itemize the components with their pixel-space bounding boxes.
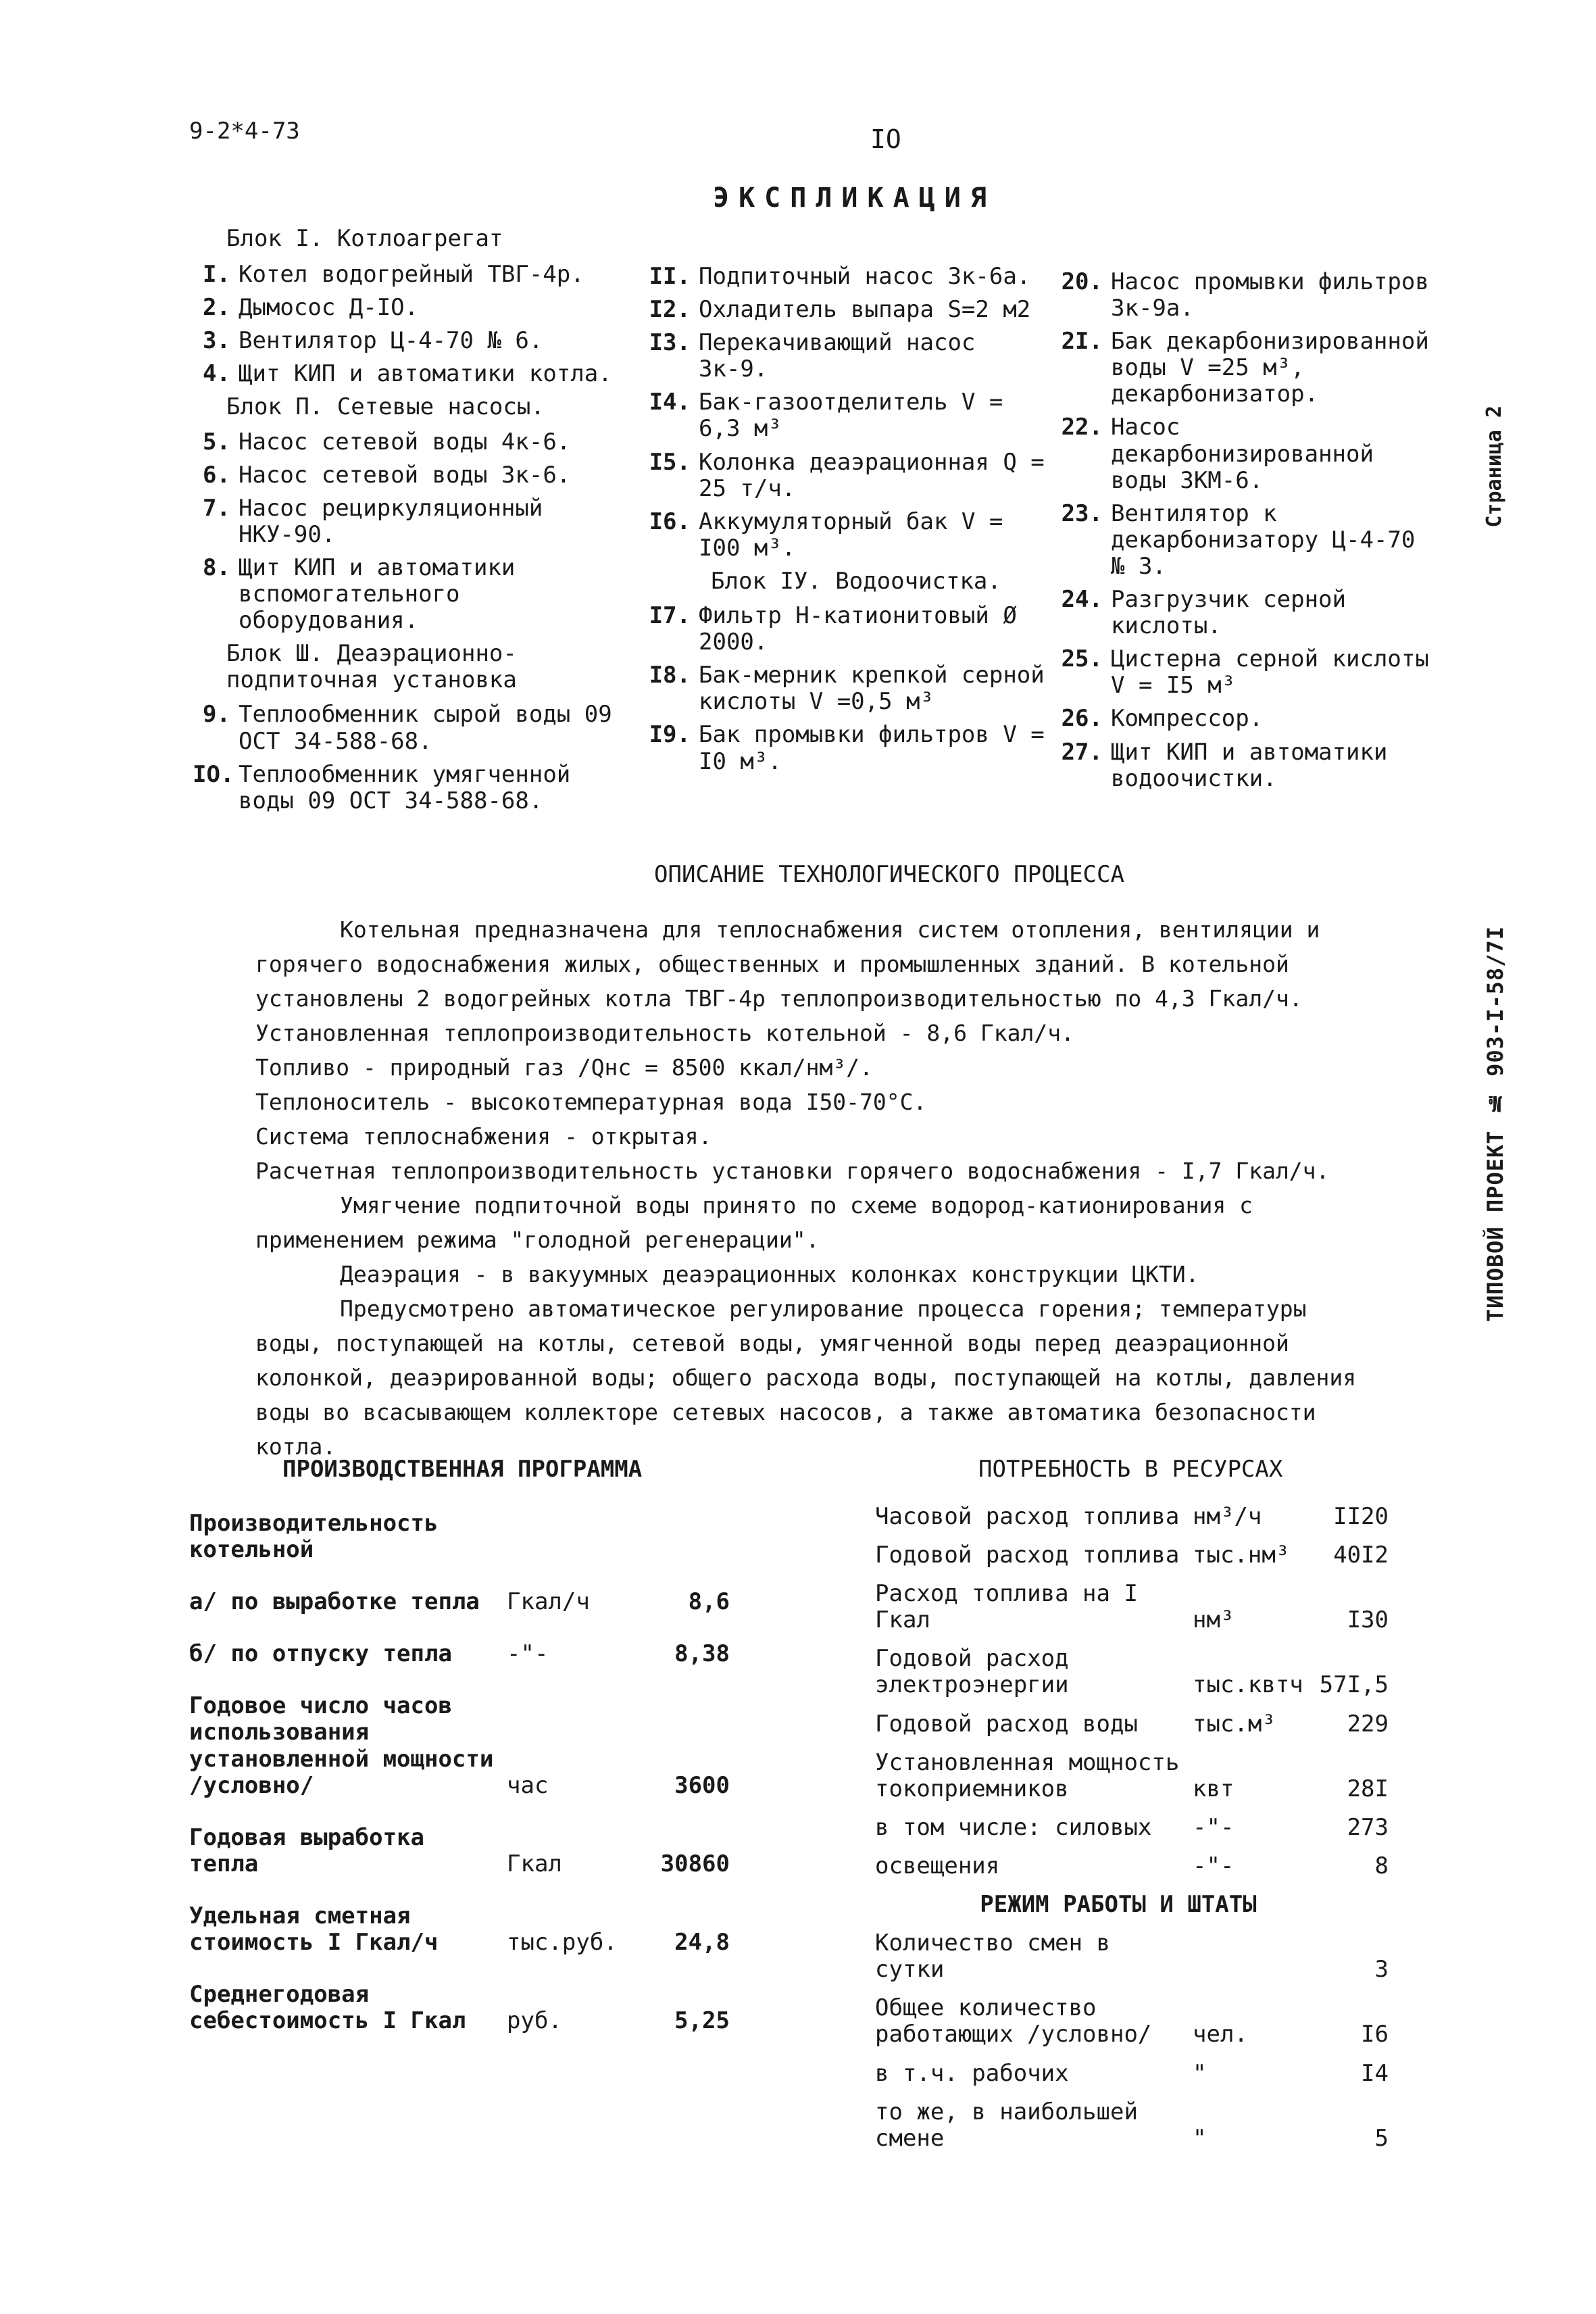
- table-row: [875, 1504, 1389, 1530]
- table-row: [189, 1981, 743, 2034]
- mode-title: РЕЖИМ РАБОТЫ И ШТАТЫ: [980, 1891, 1257, 1919]
- item-text: Насос промывки фильтров 3к-9а.: [1111, 268, 1429, 322]
- row-label: а/ по выработке тепла: [189, 1588, 480, 1616]
- description-paragraph: Котельная предназначена для теплоснабжения систем отопления, вентиляции и горячего водоснабжения жилых, общественных и промышленных зданий. В котельной установлены 2 водогрейных котла ТВГ-4р теплопроизводительностью по 4,3 Гкал/ч.: [255, 916, 1320, 1012]
- row-value: 229: [1347, 1710, 1389, 1738]
- resources-table: [875, 1504, 1389, 2164]
- row-label: Расход топлива на I Гкал: [875, 1580, 1138, 1634]
- list-item: [649, 509, 1047, 562]
- item-text: Цистерна серной кислоты V = I5 м³: [1111, 645, 1429, 699]
- item-text: Щит КИП и автоматики водоочистки.: [1111, 738, 1388, 792]
- row-value: 3: [1374, 1956, 1389, 1984]
- block-heading: Блок IУ. Водоочистка.: [711, 567, 1001, 595]
- row-value: I4: [1361, 2059, 1389, 2087]
- item-number: 20.: [1061, 268, 1103, 295]
- item-number: I5.: [649, 448, 691, 476]
- table-row: [875, 1646, 1389, 1698]
- item-text: Щит КИП и автоматики котла.: [239, 360, 612, 388]
- item-number: I6.: [649, 508, 691, 535]
- item-text: Охладитель выпара S=2 м2: [699, 296, 1031, 324]
- list-item: [193, 555, 625, 634]
- item-number: 27.: [1061, 738, 1103, 766]
- list-item: [649, 330, 1047, 383]
- row-label: Среднегодовая себестоимость I Гкал: [189, 1981, 466, 2035]
- row-label: в т.ч. рабочих: [875, 2059, 1069, 2087]
- explication-title: ЭКСПЛИКАЦИЯ: [713, 182, 996, 214]
- row-label: Часовой расход топлива: [875, 1503, 1180, 1530]
- resources-title: ПОТРЕБНОСТЬ В РЕСУРСАХ: [978, 1456, 1283, 1483]
- page-number: IO: [870, 124, 901, 154]
- item-number: 4.: [203, 360, 230, 388]
- row-unit: час: [507, 1771, 549, 1799]
- row-label: в том числе: силовых: [875, 1813, 1152, 1841]
- list-item: [1061, 414, 1439, 493]
- item-text: Насос сетевой воды 4к-6.: [239, 428, 571, 456]
- item-text: Вентилятор Ц-4-70 № 6.: [239, 327, 543, 355]
- list-item: [649, 264, 1047, 290]
- table-row: [189, 1589, 743, 1615]
- row-unit: тыс.квтч: [1193, 1671, 1303, 1699]
- row-value: 3600: [674, 1771, 730, 1799]
- table-row: [189, 1903, 743, 1956]
- list-item: [1061, 739, 1439, 792]
- row-value: I30: [1347, 1606, 1389, 1634]
- row-value: 8,6: [688, 1588, 730, 1616]
- list-item: [1061, 328, 1439, 408]
- list-item: [1061, 501, 1439, 580]
- row-label: Производительность котельной: [189, 1510, 439, 1564]
- row-unit: нм³: [1193, 1606, 1235, 1634]
- row-label: Количество смен в сутки: [875, 1929, 1110, 1984]
- list-item: [193, 328, 625, 354]
- row-value: I6: [1361, 2021, 1389, 2048]
- row-label: Годовой расход воды: [875, 1710, 1138, 1738]
- explication-column-2: [649, 264, 1047, 782]
- item-text: Бак-газоотделитель V = 6,3 м³: [699, 389, 1003, 443]
- item-text: Компрессор.: [1111, 705, 1264, 733]
- production-title: ПРОИЗВОДСТВЕННАЯ ПРОГРАММА: [282, 1456, 643, 1483]
- item-text: Насос декарбонизированной воды 3КМ-6.: [1111, 414, 1374, 494]
- row-value: 273: [1347, 1813, 1389, 1841]
- item-text: Насос сетевой воды 3к-6.: [239, 461, 571, 489]
- list-item: [193, 262, 625, 288]
- item-number: 2.: [203, 294, 230, 322]
- row-value: II20: [1333, 1503, 1389, 1530]
- list-item: [1061, 646, 1439, 699]
- description-paragraph: Расчетная теплопроизводительность установки горячего водоснабжения - I,7 Гкал/ч.: [255, 1158, 1330, 1184]
- block-heading: Блок Ш. Деаэрационно-подпиточная установка: [226, 640, 517, 694]
- table-row: [189, 1693, 743, 1798]
- table-row: [875, 1995, 1389, 2048]
- table-row: [875, 2061, 1389, 2087]
- row-unit: -"-: [1193, 1813, 1235, 1841]
- item-number: I.: [203, 261, 230, 289]
- row-label: освещения: [875, 1852, 1000, 1879]
- list-item: [649, 449, 1047, 502]
- row-unit: нм³/ч: [1193, 1503, 1262, 1530]
- item-text: Котел водогрейный ТВГ-4р.: [239, 261, 584, 289]
- item-number: II.: [649, 263, 691, 290]
- row-label: Удельная сметная стоимость I Гкал/ч: [189, 1902, 439, 1956]
- item-text: Теплообменник умягченной воды 09 ОСТ 34-588-68.: [239, 760, 571, 814]
- description-paragraph: Топливо - природный газ /Qнс = 8500 ккал/нм³/.: [255, 1054, 873, 1081]
- table-row: [875, 1581, 1389, 1633]
- side-page-label: Страница 2: [1482, 405, 1506, 528]
- item-number: 23.: [1061, 499, 1103, 527]
- item-number: 2I.: [1061, 328, 1103, 355]
- item-number: I2.: [649, 296, 691, 324]
- list-item: [193, 429, 625, 456]
- item-text: Бак промывки фильтров V = I0 м³.: [699, 721, 1045, 775]
- list-item: [1061, 706, 1439, 732]
- list-item: [649, 297, 1047, 323]
- item-number: 26.: [1061, 705, 1103, 733]
- description-paragraph: Умягчение подпиточной воды принято по схеме водород-катионирования с применением режима "голодной регенерации".: [255, 1192, 1253, 1253]
- list-item: [193, 295, 625, 321]
- item-number: 9.: [203, 701, 230, 729]
- list-item: [649, 603, 1047, 656]
- item-number: I8.: [649, 662, 691, 689]
- row-value: 8,38: [674, 1640, 730, 1668]
- table-row: [875, 2099, 1389, 2152]
- side-project-label: ТИПОВОЙ ПРОЕКТ № 903-I-58/7I: [1482, 926, 1508, 1323]
- row-label: б/ по отпуску тепла: [189, 1640, 452, 1668]
- item-number: 7.: [203, 494, 230, 522]
- list-item: [649, 722, 1047, 774]
- row-value: 28I: [1347, 1775, 1389, 1802]
- list-item: [649, 389, 1047, 442]
- row-unit: Гкал: [507, 1850, 562, 1877]
- item-number: I9.: [649, 721, 691, 749]
- row-value: 5: [1374, 2124, 1389, 2152]
- item-text: Насос рециркуляционный НКУ-90.: [239, 494, 543, 548]
- item-text: Дымосос Д-IO.: [239, 294, 419, 322]
- description-paragraph: Теплоноситель - высокотемпературная вода I50-70°С.: [255, 1089, 927, 1115]
- item-number: 22.: [1061, 414, 1103, 441]
- row-unit: тыс.руб.: [507, 1929, 618, 1956]
- explication-column-1: [193, 223, 625, 821]
- table-row: [189, 1825, 743, 1877]
- row-unit: -"-: [507, 1640, 549, 1668]
- row-unit: руб.: [507, 2007, 562, 2035]
- row-unit: квт: [1193, 1775, 1235, 1802]
- table-row: [875, 1711, 1389, 1738]
- table-row: [875, 1853, 1389, 1879]
- description-paragraph: Установленная теплопроизводительность котельной - 8,6 Гкал/ч.: [255, 1020, 1074, 1046]
- item-number: 5.: [203, 428, 230, 456]
- row-unit: тыс.нм³: [1193, 1542, 1290, 1569]
- list-item: [649, 662, 1047, 715]
- item-number: 24.: [1061, 586, 1103, 614]
- item-number: 8.: [203, 553, 230, 581]
- list-item: [193, 495, 625, 548]
- table-row: [875, 1750, 1389, 1802]
- row-label: Годовое число часов использования установленной мощности /условно/: [189, 1692, 494, 1799]
- row-unit: чел.: [1193, 2021, 1248, 2048]
- item-number: 25.: [1061, 645, 1103, 673]
- item-number: 3.: [203, 327, 230, 355]
- row-label: Годовой расход топлива: [875, 1542, 1180, 1569]
- document-code: 9-2*4-73: [189, 118, 300, 145]
- item-number: 6.: [203, 461, 230, 489]
- row-value: 8: [1374, 1852, 1389, 1879]
- row-value: 40I2: [1333, 1542, 1389, 1569]
- block-heading: Блок П. Сетевые насосы.: [226, 393, 545, 421]
- row-unit: тыс.м³: [1193, 1710, 1276, 1738]
- item-text: Разгрузчик серной кислоты.: [1111, 586, 1346, 640]
- item-number: I3.: [649, 329, 691, 357]
- row-value: 30860: [660, 1850, 730, 1877]
- item-text: Аккумуляторный бак V = I00 м³.: [699, 508, 1003, 562]
- item-text: Фильтр Н-катионитовый Ø 2000.: [699, 602, 1017, 656]
- list-item: [1061, 587, 1439, 639]
- row-value: 5,25: [674, 2007, 730, 2035]
- item-number: IO.: [193, 760, 234, 788]
- row-label: Общее количество работающих /условно/: [875, 1994, 1152, 2048]
- table-row: [875, 1930, 1389, 1983]
- table-row: [875, 1542, 1389, 1569]
- item-text: Бак декарбонизированной воды V =25 м³, декарбонизатор.: [1111, 328, 1429, 408]
- list-item: [193, 701, 625, 754]
- production-table: [189, 1510, 743, 2060]
- list-item: [193, 762, 625, 814]
- item-text: Подпиточный насос 3к-6а.: [699, 263, 1031, 290]
- item-text: Теплообменник сырой воды 09 ОСТ 34-588-68.: [239, 701, 612, 755]
- table-row: [189, 1510, 743, 1563]
- row-label: Установленная мощность токоприемников: [875, 1748, 1180, 1802]
- item-text: Колонка деаэрационная Q = 25 т/ч.: [699, 448, 1045, 502]
- block-heading: Блок I. Котлоагрегат: [226, 225, 503, 252]
- row-unit: ": [1193, 2124, 1207, 2152]
- description-paragraph: Предусмотрено автоматическое регулирование процесса горения; температуры воды, поступающей на котлы, сетевой воды, умягченной воды перед деаэрационной колонкой, деаэрированной воды; общего расхода воды, поступающей на котлы, давления воды во всасывающем коллекторе сетевых насосов, а также автоматика безопасности котла.: [255, 1296, 1357, 1460]
- row-label: то же, в наибольшей смене: [875, 2098, 1138, 2152]
- table-row: [875, 1815, 1389, 1841]
- description-text: [255, 912, 1377, 1464]
- list-item: [193, 361, 625, 387]
- table-row: [189, 1641, 743, 1667]
- description-paragraph: Деаэрация - в вакуумных деаэрационных колонках конструкции ЦКТИ.: [340, 1261, 1199, 1287]
- description-title: ОПИСАНИЕ ТЕХНОЛОГИЧЕСКОГО ПРОЦЕССА: [654, 861, 1124, 888]
- row-unit: ": [1193, 2059, 1207, 2087]
- list-item: [193, 462, 625, 489]
- item-text: Перекачивающий насос 3к-9.: [699, 329, 976, 383]
- row-label: Годовой расход электроэнергии: [875, 1645, 1069, 1699]
- list-item: [1061, 269, 1439, 322]
- explication-column-3: [1061, 269, 1439, 799]
- item-text: Щит КИП и автоматики вспомогательного оборудования.: [239, 553, 516, 635]
- row-value: 24,8: [674, 1929, 730, 1956]
- item-number: I4.: [649, 389, 691, 416]
- row-label: Годовая выработка тепла: [189, 1823, 424, 1877]
- row-unit: -"-: [1193, 1852, 1235, 1879]
- row-unit: Гкал/ч: [507, 1588, 590, 1616]
- item-number: I7.: [649, 602, 691, 630]
- item-text: Бак-мерник крепкой серной кислоты V =0,5 м³: [699, 662, 1045, 716]
- row-value: 57I,5: [1319, 1671, 1389, 1699]
- item-text: Вентилятор к декарбонизатору Ц-4-70 № 3.: [1111, 499, 1416, 580]
- description-paragraph: Система теплоснабжения - открытая.: [255, 1123, 712, 1150]
